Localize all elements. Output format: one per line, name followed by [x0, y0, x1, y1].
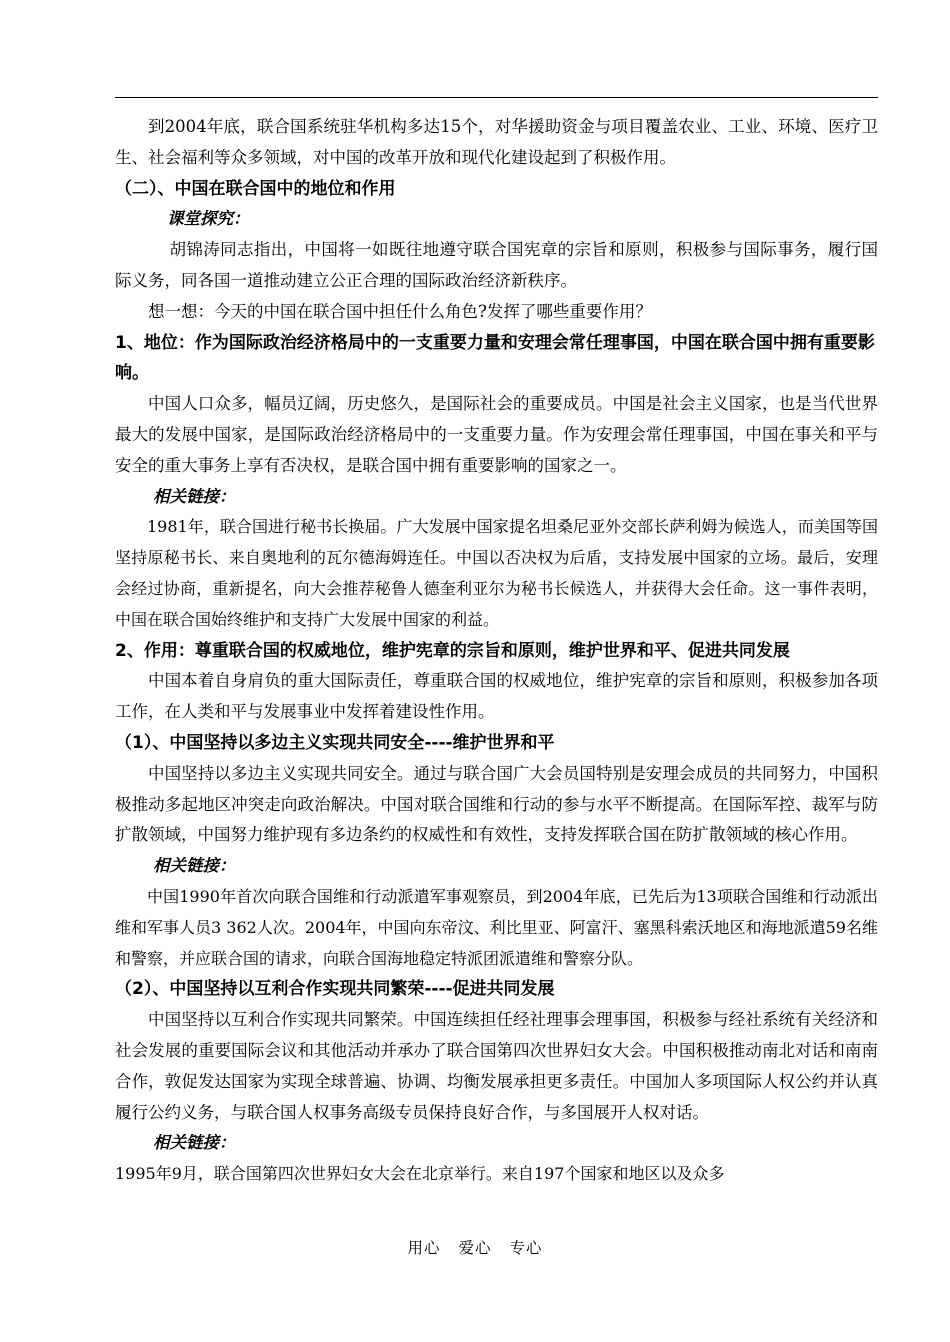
paragraph-explore-quote: 胡锦涛同志指出，中国将一如既往地遵守联合国宪章的宗旨和原则，积极参与国际事务，履行国际义务，同各国一道推动建立公正合理的国际政治经济新秩序。 [115, 240, 878, 290]
footer-word-3: 专心 [509, 1239, 543, 1257]
header-rule [115, 97, 878, 98]
heading-role: 2、作用：尊重联合国的权威地位，维护宪章的宗旨和原则，维护世界和平、促进共同发展 [115, 640, 790, 661]
page-footer [0, 1236, 950, 1258]
label-related-link-3: 相关链接： [153, 1133, 236, 1153]
footer-word-2: 爱心 [458, 1239, 492, 1257]
page-content [115, 112, 878, 1190]
paragraph-related-link-1: 1981年，联合国进行秘书长换届。广大发展中国家提名坦桑尼亚外交部长萨利姆为候选人，而美国等国坚持原秘书长、来自奥地利的瓦尔德海姆连任。中国以否决权为后盾，支持发展中国家的立场。最后，安理会经过协商，重新提名，向大会推荐秘鲁人德奎利亚尔为秘书长候选人，并获得大会任命。这一事件表明，中国在联合国始终维护和支持广大发展中国家的利益。 [115, 517, 878, 629]
heading-role-prosperity: （2）、中国坚持以互利合作实现共同繁荣----促进共同发展 [115, 979, 555, 1000]
label-classroom-explore: 课堂探究： [167, 209, 250, 229]
paragraph-think: 想一想：今天的中国在联合国中担任什么角色?发挥了哪些重要作用？ [148, 301, 652, 321]
paragraph-role: 中国本着自身肩负的重大国际责任，尊重联合国的权威地位，维护宪章的宗旨和原则，积极参加各项工作，在人类和平与发展事业中发挥着建设性作用。 [115, 671, 878, 722]
heading-role-security: （1）、中国坚持以多边主义实现共同安全----维护世界和平 [115, 732, 555, 753]
paragraph-related-link-2: 中国1990年首次向联合国维和行动派遣军事观察员，到2004年底，已先后为13项联合国维和行动派出维和军事人员3 362人次。2004年，中国向东帝汶、利比里亚、阿富汗、塞黑科索沃地区和海地派遣59名维和警察，并应联合国的请求，向联合国海地稳定特派团派遣维和警察分队。 [115, 886, 878, 968]
paragraph-related-link-3: 1995年9月，联合国第四次世界妇女大会在北京举行。来自197个国家和地区以及众多 [115, 1164, 725, 1184]
section-heading-status-role: （二）、中国在联合国中的地位和作用 [115, 178, 396, 199]
footer-word-1: 用心 [407, 1239, 441, 1257]
paragraph-role-security: 中国坚持以多边主义实现共同安全。通过与联合国广大会员国特别是安理会成员的共同努力，中国积极推动多起地区冲突走向政治解决。中国对联合国维和行动的参与水平不断提高。在国际军控、裁军与防扩散领域，中国努力维护现有多边条约的权威性和有效性，支持发挥联合国在防扩散领域的核心作用。 [115, 763, 878, 845]
paragraph-role-prosperity: 中国坚持以互利合作实现共同繁荣。中国连续担任经社理事会理事国，积极参与经社系统有关经济和社会发展的重要国际会议和其他活动并承办了联合国第四次世界妇女大会。中国积极推动南北对话和南南合作，敦促发达国家为实现全球普遍、协调、均衡发展承担更多责任。中国加人多项国际人权公约并认真履行公约义务，与联合国人权事务高级专员保持良好合作，与多国展开人权对话。 [115, 1010, 878, 1122]
paragraph-status: 中国人口众多，幅员辽阔，历史悠久，是国际社会的重要成员。中国是社会主义国家，也是当代世界最大的发展中国家，是国际政治经济格局中的一支重要力量。作为安理会常任理事国，中国在事关和平与安全的重大事务上享有否决权，是联合国中拥有重要影响的国家之一。 [115, 394, 878, 475]
label-related-link-2: 相关链接： [153, 856, 236, 876]
paragraph-un-agencies: 到2004年底，联合国系统驻华机构多达15个，对华援助资金与项目覆盖农业、工业、环境、医疗卫生、社会福利等众多领域，对中国的改革开放和现代化建设起到了积极作用。 [115, 117, 878, 167]
label-related-link-1: 相关链接： [153, 486, 236, 506]
heading-status: 1、地位：作为国际政治经济格局中的一支重要力量和安理会常任理事国，中国在联合国中拥有重要影响。 [115, 332, 875, 384]
